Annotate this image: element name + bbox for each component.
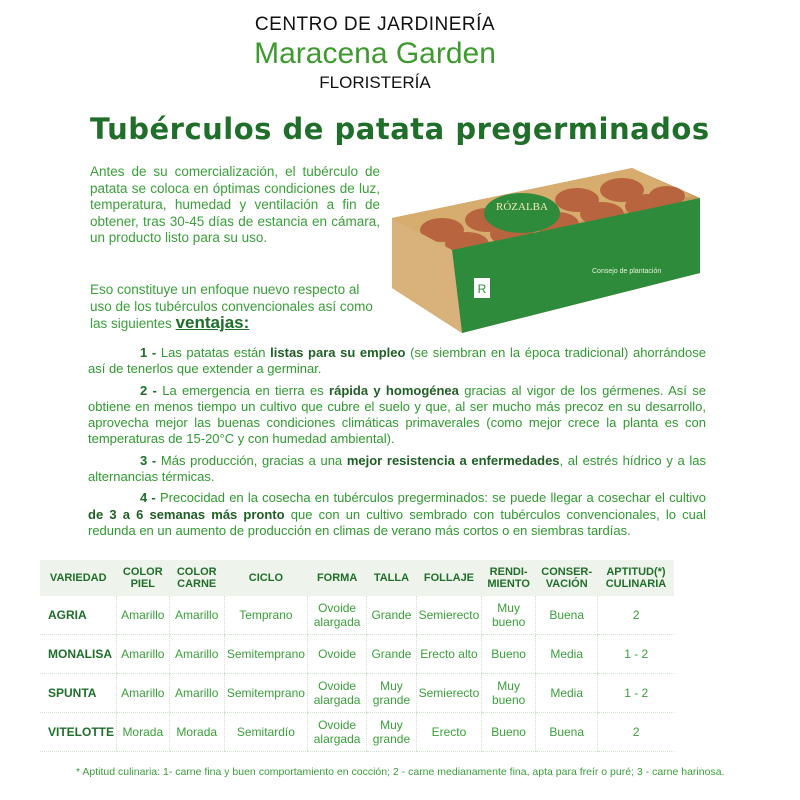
variety-table: [40, 560, 674, 752]
store-header: [0, 14, 750, 94]
potato-crate-image: [382, 158, 702, 338]
advantages-intro: [90, 282, 380, 333]
table-row: MONALISA Amarillo Amarillo Semitemprano Ovoide Grande Erecto alto Bueno Media 1 - 2: [40, 635, 674, 674]
advantages-heading: ventajas:: [175, 313, 250, 332]
brand-name: Maracena Garden: [254, 37, 496, 70]
header-rendimiento: RENDI-MIENTO: [487, 566, 530, 590]
header-line-1: CENTRO DE JARDINERÍA: [254, 14, 496, 35]
advantages-list: [88, 345, 706, 544]
header-conservacion: CONSER-VACIÓN: [541, 566, 593, 590]
table-header-row: [40, 560, 674, 596]
table-row: VITELOTTE Morada Morada Semitardío Ovoide alargada Muy grande Erecto Bueno Buena 2: [40, 713, 674, 752]
advantages-intro-text: Eso constituye un enfoque nuevo respecto al uso de los tubérculos convencionales así como las siguientes: [90, 282, 373, 331]
table-row: SPUNTA Amarillo Amarillo Semitemprano Ovoide alargada Muy grande Semierecto Muy bueno Media 1 - 2: [40, 674, 674, 713]
crate-label: RÓZALBA: [496, 201, 548, 213]
header-forma: FORMA: [316, 572, 358, 584]
intro-paragraph: Antes de su comercialización, el tubérculo de patata se coloca en óptimas condiciones de luz, temperatura, humedad y ventilación a fin de obtener, tras 30-45 días de estancia en cámara, un producto listo para su uso.: [90, 164, 380, 245]
page-title: Tubérculos de patata pregerminados: [90, 112, 710, 146]
header-aptitud: APTITUD(*) CULINARIA: [605, 566, 667, 590]
header-line-3: FLORISTERÍA: [319, 73, 431, 92]
advantage-item-4: 4 - Precocidad en la cosecha en tubérculos pregerminados: se puede llegar a cosechar el cultivo de 3 a 6 semanas más pronto que con un cultivo sembrado con tubérculos convencionales, lo cual redunda en un aumento de producción en climas de verano más cortos o en siembras tardías.: [88, 490, 706, 538]
header-ciclo: CICLO: [248, 572, 284, 584]
footnote: * Aptitud culinaria: 1- carne fina y buen comportamiento en cocción; 2 - carne medianamente fina, apta para freír o puré; 3 - carne harinosa.: [76, 766, 725, 778]
header-color-carne: COLOR CARNE: [176, 566, 217, 590]
header-color-piel: COLOR PIEL: [122, 566, 163, 590]
crate-sub-label: Consejo de plantación: [592, 268, 662, 275]
advantage-item-2: 2 - La emergencia en tierra es rápida y homogénea gracias al vigor de los gérmenes. Así se obtiene en menos tiempo un cultivo que cubre el suelo y que, al ser mucho más precoz en su desarrollo, aprovecha mejor las buenas condiciones climáticas primaverales (como mejor crece la planta es con temperaturas de 15-20°C y con humedad ambiental).: [88, 382, 706, 447]
header-variedad: VARIEDAD: [49, 572, 107, 584]
advantage-item-1: 1 - Las patatas están listas para su empleo (se siembran en la época tradicional) ahorrándose así de tenerlos que extender a germinar.: [88, 345, 706, 377]
header-talla: TALLA: [373, 572, 410, 584]
table-row: AGRIA Amarillo Amarillo Temprano Ovoide alargada Grande Semierecto Muy bueno Buena 2: [40, 596, 674, 635]
svg-text:R: R: [477, 282, 487, 296]
advantage-item-3: 3 - Más producción, gracias a una mejor resistencia a enfermedades, al estrés hídrico y a las alternancias térmicas.: [88, 452, 706, 485]
header-follaje: FOLLAJE: [423, 572, 475, 584]
